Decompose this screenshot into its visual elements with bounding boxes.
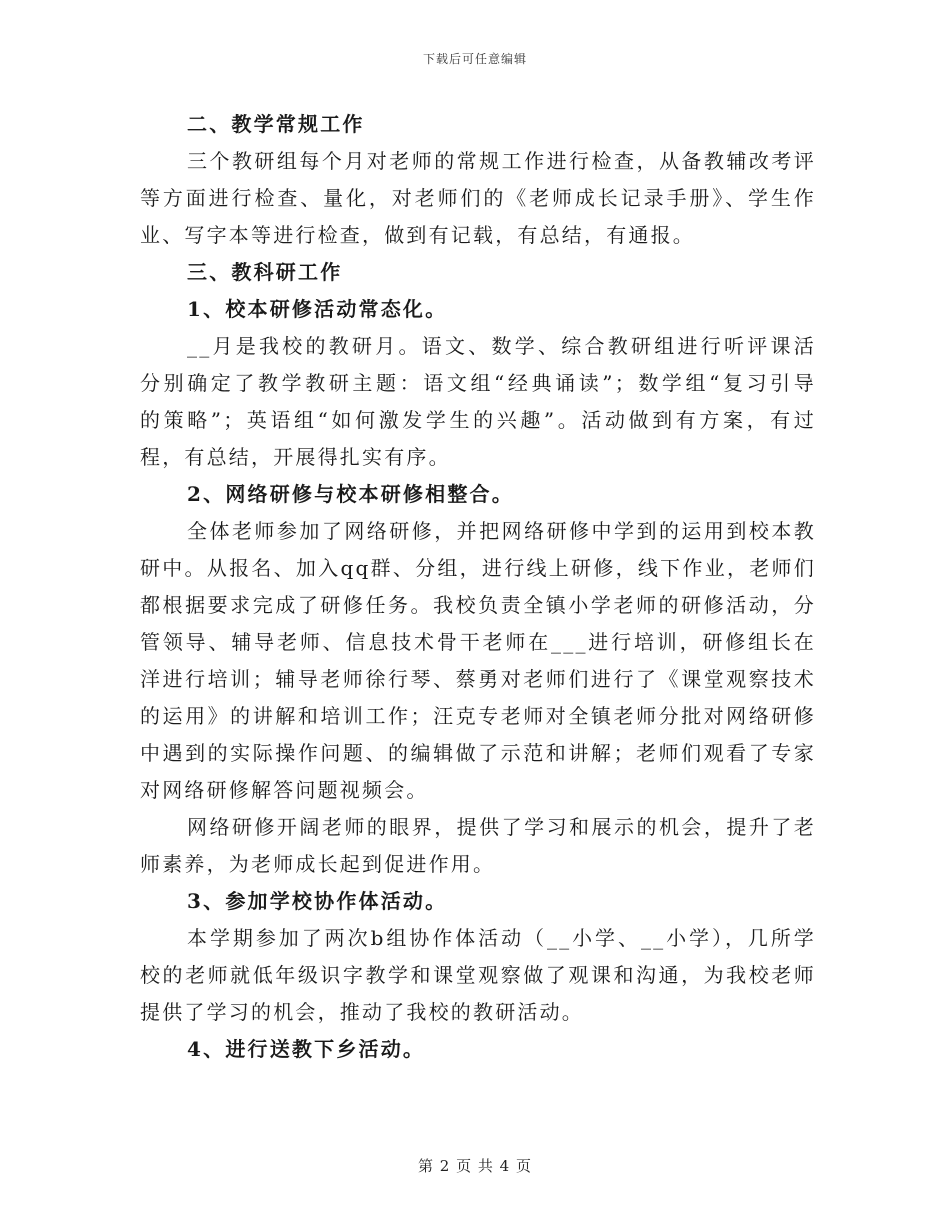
section-heading: 三、教科研工作: [187, 260, 343, 284]
text-line: 本学期参加了两次b组协作体活动（__小学、__小学），几所学: [187, 926, 816, 950]
text-line: 中遇到的实际操作问题、的编辑做了示范和讲解；老师们观看了专家: [140, 741, 816, 765]
text-line: 提供了学习的机会，推动了我校的教研活动。: [140, 1000, 584, 1024]
text-line: __月是我校的教研月。语文、数学、综合教研组进行听评课活: [187, 334, 816, 358]
section-heading: 二、教学常规工作: [187, 112, 365, 136]
text-line: 洋进行培训；辅导老师徐行琴、蔡勇对老师们进行了《课堂观察技术: [140, 667, 816, 691]
text-line: 都根据要求完成了研修任务。我校负责全镇小学老师的研修活动，分: [140, 593, 816, 617]
text-line: 研中。从报名、加入qq群、分组，进行线上研修，线下作业，老师们: [140, 556, 816, 580]
section-heading: 3、参加学校协作体活动。: [187, 889, 448, 913]
text-line: 对网络研修解答问题视频会。: [140, 778, 429, 802]
text-line: 管领导、辅导老师、信息技术骨干老师在___进行培训，研修组长在: [140, 630, 816, 654]
section-heading: 4、进行送教下乡活动。: [187, 1037, 426, 1061]
text-line: 网络研修开阔老师的眼界，提供了学习和展示的机会，提升了老: [187, 815, 816, 839]
text-line: 等方面进行检查、量化，对老师们的《老师成长记录手册》、学生作: [140, 186, 816, 210]
text-line: 的运用》的讲解和培训工作；汪克专老师对全镇老师分批对网络研修: [140, 704, 816, 728]
text-line: 三个教研组每个月对老师的常规工作进行检查，从备教辅改考评: [187, 149, 816, 173]
section-heading: 2、网络研修与校本研修相整合。: [187, 482, 514, 506]
text-line: 业、写字本等进行检查，做到有记载，有总结，有通报。: [140, 223, 695, 247]
text-line: 师素养，为老师成长起到促进作用。: [140, 852, 496, 876]
document-body: [140, 106, 816, 1068]
page-footer: 第 2 页 共 4 页: [418, 1157, 532, 1175]
section-heading: 1、校本研修活动常态化。: [187, 297, 448, 321]
text-line: 校的老师就低年级识字教学和课堂观察做了观课和沟通，为我校老师: [140, 963, 816, 987]
text-line: 分别确定了教学教研主题：语文组“经典诵读”；数学组“复习引导: [140, 371, 816, 395]
page-header: 下载后可任意编辑: [422, 52, 527, 66]
text-line: 程，有总结，开展得扎实有序。: [140, 445, 451, 469]
text-line: 的策略”；英语组“如何激发学生的兴趣”。活动做到有方案，有过: [140, 408, 816, 432]
text-line: 全体老师参加了网络研修，并把网络研修中学到的运用到校本教: [187, 519, 816, 543]
